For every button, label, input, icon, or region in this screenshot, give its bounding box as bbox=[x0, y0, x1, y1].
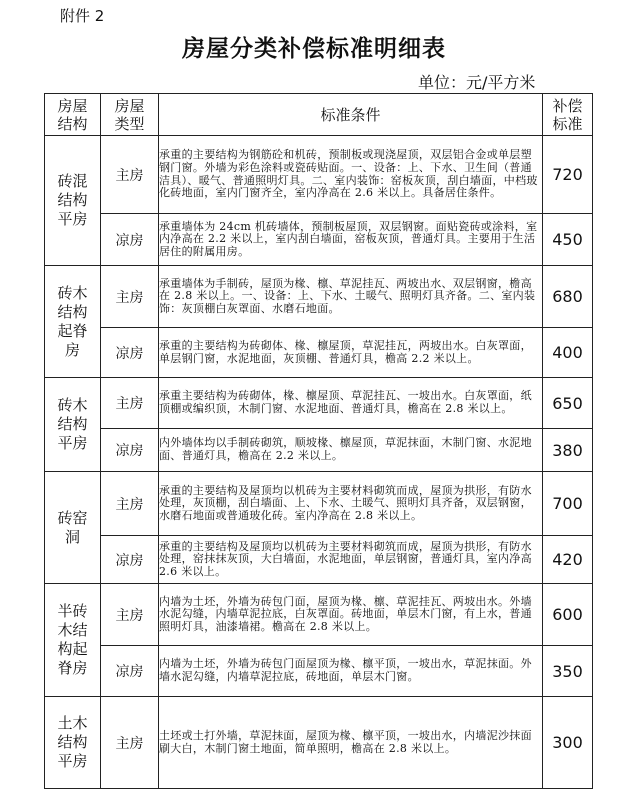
structure-cell: 土木结构平房 bbox=[45, 697, 101, 789]
type-cell: 主房 bbox=[101, 378, 159, 429]
condition-cell: 承重的主要结构为钢筋砼和机砖，预制板或现浇屋顶，双层铝合金或单层塑钢门窗。外墙为彩色涂料或瓷砖贴面。一、设备：上、下水、卫生间（普通洁具）、暖气、普通照明灯具。二、室内装饰：窑板灰顶，刮白墙面，中档玻化砖地面，室内门窗齐全，室内净高在 2.6 米以上。具备居住条件。 bbox=[159, 136, 543, 214]
structure-cell: 砖木结构起脊房 bbox=[45, 266, 101, 378]
table-row bbox=[45, 536, 593, 584]
header-type: 房屋类型 bbox=[101, 94, 159, 136]
value-cell: 700 bbox=[543, 472, 593, 536]
type-cell: 凉房 bbox=[101, 646, 159, 697]
attachment-label: 附件 2 bbox=[60, 7, 105, 25]
value-cell: 350 bbox=[543, 646, 593, 697]
type-cell: 凉房 bbox=[101, 214, 159, 266]
value-cell: 650 bbox=[543, 378, 593, 429]
type-cell: 凉房 bbox=[101, 429, 159, 472]
value-cell: 380 bbox=[543, 429, 593, 472]
type-cell: 主房 bbox=[101, 584, 159, 646]
value-cell: 300 bbox=[543, 697, 593, 789]
condition-cell: 承重墙体为 24cm 机砖墙体，预制板屋顶，双层钢窗。面贴瓷砖或涂料，室内净高在 2.2 米以上，室内刮白墙面，窑板灰顶，普通灯具。主要用于生活居住的附属用房。 bbox=[159, 214, 543, 266]
table-row bbox=[45, 214, 593, 266]
type-cell: 主房 bbox=[101, 266, 159, 328]
structure-cell: 砖木结构平房 bbox=[45, 378, 101, 472]
type-cell: 主房 bbox=[101, 136, 159, 214]
type-cell: 凉房 bbox=[101, 536, 159, 584]
condition-cell: 承重的主要结构为砖砌体、椽、檩屋顶，草泥挂瓦，两坡出水。白灰罩面，单层钢门窗，水泥地面，灰顶棚、普通灯具，檐高 2.2 米以上。 bbox=[159, 328, 543, 378]
table-row bbox=[45, 328, 593, 378]
table-row bbox=[45, 472, 593, 536]
condition-cell: 承重的主要结构及屋顶均以机砖为主要材料砌筑而成，屋顶为拱形，有防水处理，灰顶棚，刮白墙面、上、下水、土暖气、照明灯具齐备，双层钢窗，水磨石地面或普通玻化砖。室内净高在 2.8 米以上。 bbox=[159, 472, 543, 536]
value-cell: 720 bbox=[543, 136, 593, 214]
header-standard: 补偿标准 bbox=[543, 94, 593, 136]
structure-cell: 砖窑洞 bbox=[45, 472, 101, 584]
type-cell: 主房 bbox=[101, 697, 159, 789]
condition-cell: 内墙为土坯，外墙为砖包门面屋顶为椽、檩平顶，一坡出水，草泥抹面。外墙水泥勾缝，内墙草泥拉底，砖地面，单层木门窗。 bbox=[159, 646, 543, 697]
header-structure: 房屋结构 bbox=[45, 94, 101, 136]
unit-label: 单位：元/平方米 bbox=[418, 73, 536, 92]
header-row bbox=[45, 94, 593, 136]
value-cell: 600 bbox=[543, 584, 593, 646]
page-title: 房屋分类补偿标准明细表 bbox=[182, 35, 446, 62]
compensation-table bbox=[44, 93, 593, 789]
structure-cell: 半砖木结构起脊房 bbox=[45, 584, 101, 697]
table-row bbox=[45, 136, 593, 214]
header-condition: 标准条件 bbox=[159, 94, 543, 136]
condition-cell: 承重的主要结构及屋顶均以机砖为主要材料砌筑而成，屋顶为拱形，有防水处理，窑抹抹灰顶，大白墙面，水泥地面，单层钢窗，普通灯具，室内净高 2.6 米以上。 bbox=[159, 536, 543, 584]
condition-cell: 承重主要结构为砖砌体，椽、檩屋顶、草泥挂瓦、一坡出水。白灰罩面，纸顶棚或编织顶，木制门窗、水泥地面、普通灯具，檐高在 2.8 米以上。 bbox=[159, 378, 543, 429]
table-row bbox=[45, 266, 593, 328]
type-cell: 主房 bbox=[101, 472, 159, 536]
table-row bbox=[45, 429, 593, 472]
table-row bbox=[45, 378, 593, 429]
table-row bbox=[45, 697, 593, 789]
value-cell: 680 bbox=[543, 266, 593, 328]
value-cell: 400 bbox=[543, 328, 593, 378]
condition-cell: 内墙为土坯，外墙为砖包门面，屋顶为椽、檩、草泥挂瓦、两坡出水。外墙水泥勾缝，内墙草泥拉底，白灰罩面。砖地面，单层木门窗，有上水，普通照明灯具，油漆墙裙。檐高在 2.8 米以上。 bbox=[159, 584, 543, 646]
table-row bbox=[45, 646, 593, 697]
table-row bbox=[45, 584, 593, 646]
condition-cell: 土坯或土打外墙，草泥抹面，屋顶为椽、檩平顶，一坡出水，内墙泥沙抹面刷大白，木制门窗土地面，简单照明，檐高在 2.8 米以上。 bbox=[159, 697, 543, 789]
value-cell: 420 bbox=[543, 536, 593, 584]
structure-cell: 砖混结构平房 bbox=[45, 136, 101, 266]
condition-cell: 内外墙体均以手制砖砌筑，顺坡椽、檩屋顶，草泥抹面，木制门窗、水泥地面、普通灯具，檐高在 2.2 米以上。 bbox=[159, 429, 543, 472]
condition-cell: 承重墙体为手制砖，屋顶为椽、檩、草泥挂瓦、两坡出水、双层钢窗，檐高在 2.8 米以上。一、设备：上、下水、土暖气、照明灯具齐备。二、室内装饰：灰顶棚白灰罩面、水磨石地面。 bbox=[159, 266, 543, 328]
type-cell: 凉房 bbox=[101, 328, 159, 378]
value-cell: 450 bbox=[543, 214, 593, 266]
